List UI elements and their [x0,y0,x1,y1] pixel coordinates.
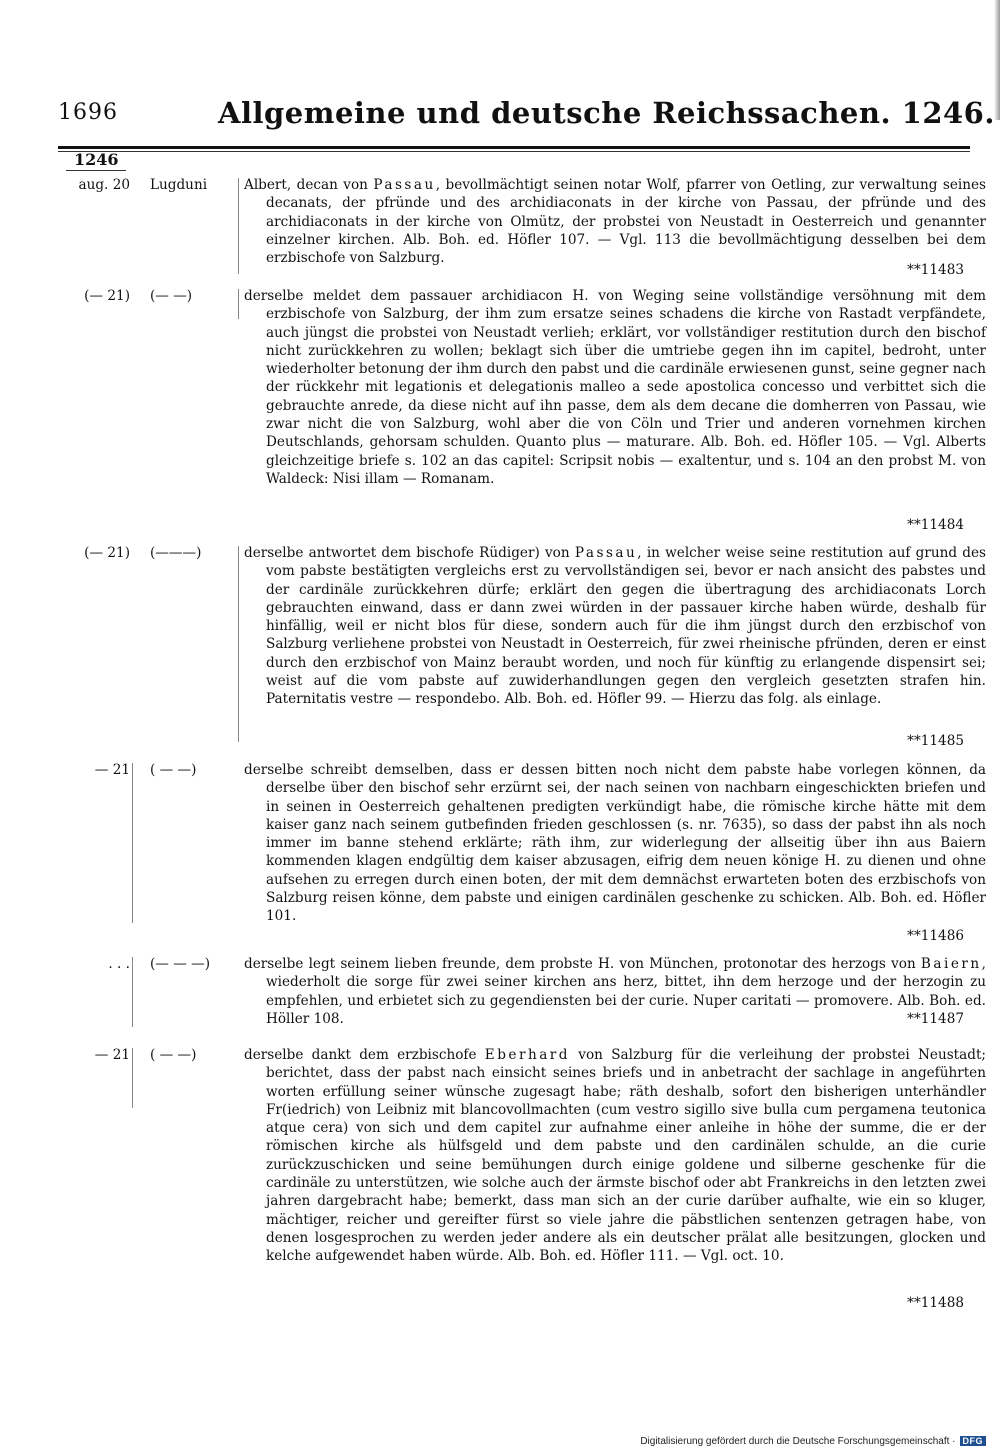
entry-margin-line [132,763,133,923]
entry-margin-line [132,1048,133,1108]
regest-entry [0,176,1000,276]
entry-margin-line [132,957,133,1027]
entry-date: — 21 [94,1047,130,1063]
entry-text: derselbe dankt dem erzbischofe Eberhard von Salzburg für die verleihung der probstei Neustadt; berichtet, dass der pabst nach einsicht seines briefs und in anbetracht der sachlage in angeführten worten erfüllung seiner wünsche zugesagt habe; räth deshalb, sofort den bisherigen unterhändler Fr(iedrich) von Leibniz mit blancovollmachten (cum vestro sigillo sive bulla cum pergamena teutonica atque cera) von sich und dem capitel zur aufnahme einer anleihe in höhe der summe, die er der römischen kirche als hülfsgeld und dem pabste und den cardinälen schulde, an die curie zurückzuschicken und seine bemühungen durch einige goldene und silberne geschenke für die cardinäle zu unterstützen, wie solche auch der ärmste bischof oder abt Frankreichs in den letzten zwei jahren dargebracht habe; bemerkt, dass man sich an der curie darüber aufhalte, wie ein so kluger, mächtiger, reicher und gereifter fürst so viele jahre die päbstlichen sentenzen getragen habe, von denen losgesprochen zu werden jeder andere als ein deutscher prälat alle besitzungen, glocken und kelche aufgewendet haben würde. Alb. Boh. ed. Höfler 111. — Vgl. oct. 10. [244,1047,986,1265]
regest-entry [0,955,1000,1035]
entry-text: derselbe legt seinem lieben freunde, dem probste H. von München, protonotar des herzogs von Baiern, wiederholt die sorge für zwei seiner kirchen ans herz, bittet, ihn dem herzoge und der herzogin zu empfehlen, und erbietet sich zu gegendiensten bei der curie. Nuper caritati — promovere. Alb. Boh. ed. Höller 108. [244,956,986,1027]
running-title: Allgemeine und deutsche Reichssachen. 1246. [218,96,995,130]
entry-place: (———) [150,545,202,561]
entry-margin-line [238,546,239,742]
entry-margin-line [238,289,239,319]
entry-place: ( — —) [150,762,197,778]
regest-entry [0,544,1000,754]
entry-number: **11485 [907,733,964,749]
entry-text: derselbe meldet dem passauer archidiacon H. von Weging seine vollständige versöhnung mit dem erzbischofe von Salzburg, der ihm zum ersatze seines schadens die kirche von Rastadt verpfändete, auch jüngst die probstei von Neustadt verlieh; erklärt, vor vollständiger restitution durch den bischof nicht zurückkehren zu wollen; beklagt sich über die umtriebe gegen ihn im capitel, bedroht, unter wiederholter betonung der ihm durch den pabst und die cardinäle erwiesenen gunst, seine gegner nach der rückkehr mit legationis et delegationis malleo a sede apostolica concesso und verbittet sich die gebrauchte anrede, da diese nicht auf ihn passe, dem als dem decane die domherren von Passau, wie zwar nicht die von Salzburg, wohl aber die von Cöln und Trier und anderen vornehmen kirchen Deutschlands, gehorsam schulden. Quanto plus — maturare. Alb. Boh. ed. Höfler 105. — Vgl. Alberts gleichzeitige briefe s. 102 an das capitel: Scripsit nobis — exaltentur, und s. 104 an den probst M. von Waldeck: Nisi illam — Romanam. [244,288,986,487]
entry-date: — 21 [94,762,130,778]
regest-entry [0,761,1000,951]
entry-date: (— 21) [84,545,130,561]
dfg-logo-icon: DFG [960,1436,987,1446]
page-number: 1696 [58,100,118,125]
regest-entry [0,287,1000,537]
entry-number: **11488 [907,1295,964,1311]
entry-margin-line [238,178,239,274]
entry-text: Albert, decan von Passau, bevollmächtigt seinen notar Wolf, pfarrer von Oetling, zur verwaltung seines decanats, der pfründe und des archidiaconats in der kirche von Passau, der pfründe und des archidiaconats in der kirche von Olmütz, der probstei von Neustadt in Oesterreich und genannter einzelner kirchen. Alb. Boh. ed. Höfler 107. — Vgl. 113 die bevollmächtigung desselben bei dem erzbischofe von Salzburg. [244,177,987,267]
year-heading: 1246 [74,150,119,169]
year-rule [66,170,126,171]
entry-place: ( — —) [150,1047,197,1063]
entry-text: derselbe antwortet dem bischofe Rüdiger) von Passau, in welcher weise seine restitution auf grund des vom pabste bestätigten vergleichs erst zu vervollständigen sei, bevor er nach ansicht des pabstes und der cardinäle zurückkehren dürfe; erklärt den gegen die übertragung des archidiaconats Lorch gebrauchten einwand, dass er dann zwei würden in der passauer kirche haben würde, deshalb für hinfällig, weil er nicht blos für diese, sondern auch für die ihm jüngst durch den erzbischof von Salzburg verliehene probstei von Neustadt in Oesterreich, für zwei rheinische pfründen, deren er einst durch den erzbischof von Mainz beraubt worden, und noch für künftig zu erlangende dispensirt sei; weist auf die vom pabste auf zuwiderhandlungen gegen den vergleich gesetzten strafen hin. Paternitatis vestre — respondebo. Alb. Boh. ed. Höfler 99. — Hierzu das folg. als einlage. [244,545,986,708]
entry-place: Lugduni [150,177,208,193]
regest-entry [0,1046,1000,1336]
entry-number: **11483 [907,262,964,278]
entry-text: derselbe schreibt demselben, dass er dessen bitten noch nicht dem pabste habe vorlegen können, da derselbe über den bischof sehr erzürnt sei, der nach seinen von nachbarn eingeschickten briefen und in seinen in Oesterreich gehaltenen predigten verkündigt habe, die römische kirche hätte mit dem kaiser ganz nach seinem gutbefinden frieden geschlossen (s. nr. 7635), so dass der pabst ihn als noch immer im banne stehend erklärte; räth ihm, zur widerlegung der allseitig über ihn aus Baiern kommenden klagen endgültig dem kaiser abzusagen, eifrig dem neuen könige H. zu dienen und ohne aufsehen zu erregen durch einen boten, der mit dem demnächst erwarteten boten des erzbischofs von Salzburg reisen könne, dem pabste und einigen cardinälen geschenke zu schicken. Alb. Boh. ed. Höfler 101. [244,762,986,925]
entry-place: (— — —) [150,956,211,972]
entry-number: **11484 [907,517,964,533]
entry-number: **11487 [907,1011,964,1027]
credit-text: Digitalisierung gefördert durch die Deutsche Forschungsgemeinschaft [640,1436,950,1447]
digitization-credit [640,1436,986,1447]
entry-place: (— —) [150,288,193,304]
dfg-separator: · [949,1436,956,1447]
entry-number: **11486 [907,928,964,944]
entry-date: . . . [108,956,130,972]
header-rule-thin [58,151,970,152]
entry-date: (— 21) [84,288,130,304]
header-rule [58,146,970,149]
entry-date: aug. 20 [78,177,130,193]
